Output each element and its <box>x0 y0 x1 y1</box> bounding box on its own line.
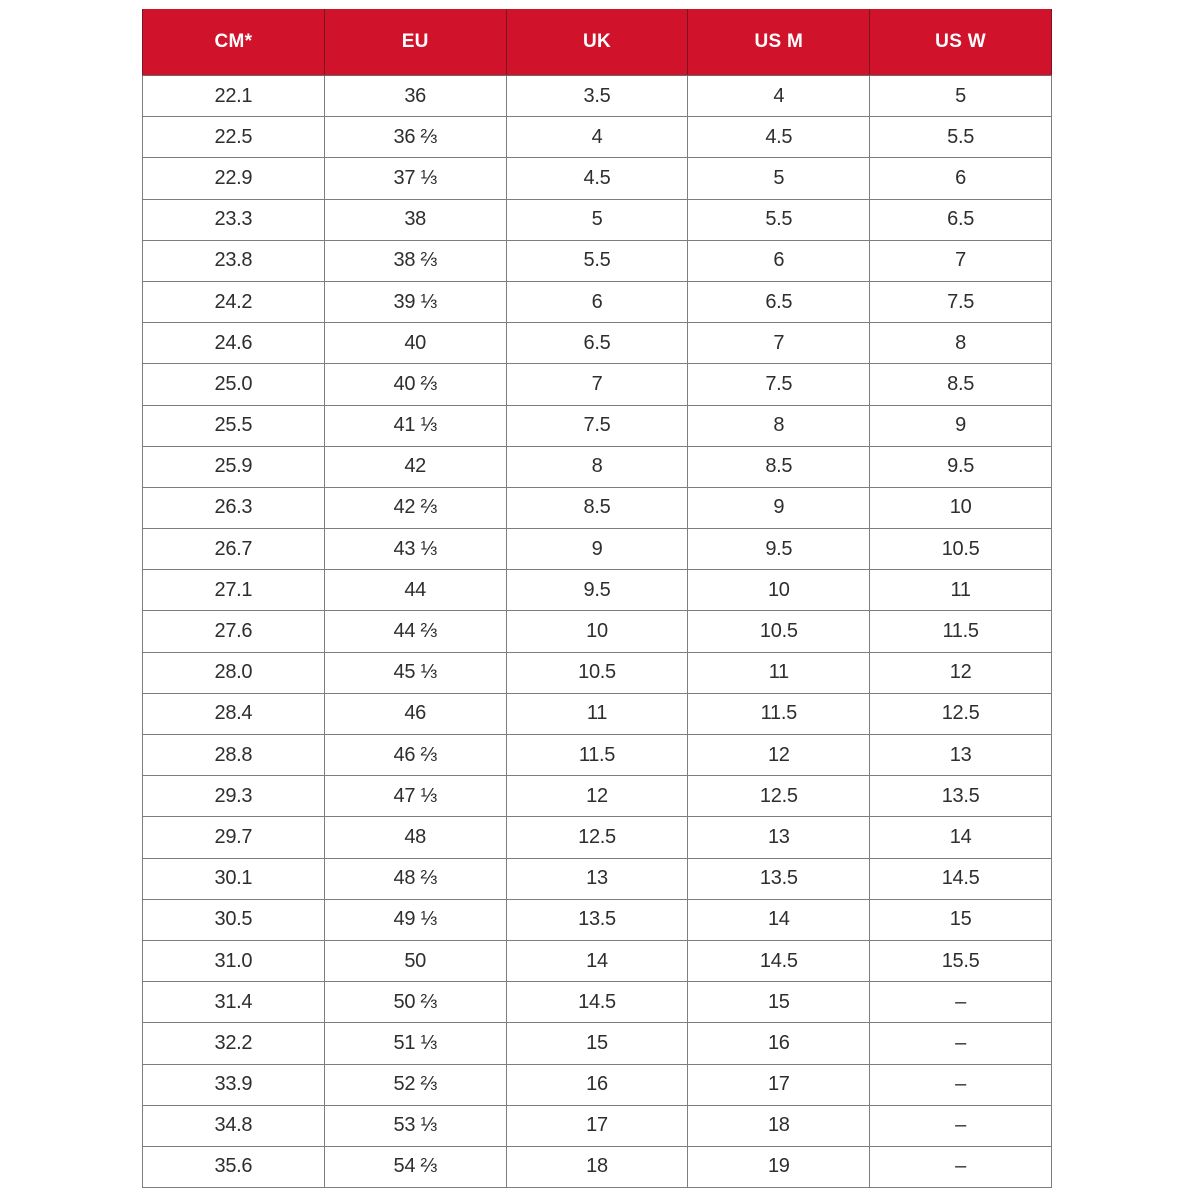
cell-cm: 31.4 <box>143 982 325 1023</box>
table-row <box>143 158 1052 199</box>
table-row <box>143 323 1052 364</box>
cell-cm: 34.8 <box>143 1105 325 1146</box>
cell-cm: 26.3 <box>143 487 325 528</box>
cell-us-w: 6 <box>870 158 1052 199</box>
cell-uk: 13 <box>506 858 688 899</box>
cell-eu: 50 ⅔ <box>324 982 506 1023</box>
table-row <box>143 76 1052 117</box>
table-row <box>143 529 1052 570</box>
cell-uk: 11 <box>506 693 688 734</box>
table-row <box>143 446 1052 487</box>
cell-uk: 9 <box>506 529 688 570</box>
col-header-us-w: US W <box>870 9 1052 76</box>
cell-us-w: 10.5 <box>870 529 1052 570</box>
cell-us-m: 7.5 <box>688 364 870 405</box>
cell-uk: 5 <box>506 199 688 240</box>
cell-eu: 44 ⅔ <box>324 611 506 652</box>
table-row <box>143 817 1052 858</box>
table-row <box>143 693 1052 734</box>
cell-us-m: 8.5 <box>688 446 870 487</box>
cell-us-w: 9.5 <box>870 446 1052 487</box>
table-row <box>143 940 1052 981</box>
cell-us-m: 12 <box>688 735 870 776</box>
table-row <box>143 776 1052 817</box>
cell-eu: 54 ⅔ <box>324 1146 506 1187</box>
cell-uk: 4 <box>506 117 688 158</box>
cell-cm: 26.7 <box>143 529 325 570</box>
cell-uk: 5.5 <box>506 240 688 281</box>
cell-eu: 44 <box>324 570 506 611</box>
cell-eu: 38 ⅔ <box>324 240 506 281</box>
cell-eu: 46 <box>324 693 506 734</box>
cell-us-m: 11 <box>688 652 870 693</box>
cell-us-w: 11.5 <box>870 611 1052 652</box>
cell-us-m: 13 <box>688 817 870 858</box>
cell-uk: 7 <box>506 364 688 405</box>
table-row <box>143 611 1052 652</box>
table-row <box>143 117 1052 158</box>
cell-cm: 28.4 <box>143 693 325 734</box>
cell-eu: 49 ⅓ <box>324 899 506 940</box>
cell-eu: 46 ⅔ <box>324 735 506 776</box>
cell-uk: 10 <box>506 611 688 652</box>
cell-us-m: 9 <box>688 487 870 528</box>
cell-cm: 28.0 <box>143 652 325 693</box>
cell-uk: 8.5 <box>506 487 688 528</box>
table-body <box>143 76 1052 1188</box>
cell-cm: 24.2 <box>143 281 325 322</box>
cell-eu: 50 <box>324 940 506 981</box>
cell-us-w: – <box>870 1023 1052 1064</box>
cell-uk: 18 <box>506 1146 688 1187</box>
cell-us-m: 14 <box>688 899 870 940</box>
cell-us-w: 14 <box>870 817 1052 858</box>
table-row <box>143 405 1052 446</box>
cell-uk: 7.5 <box>506 405 688 446</box>
cell-us-w: 7 <box>870 240 1052 281</box>
cell-us-m: 12.5 <box>688 776 870 817</box>
cell-us-w: 10 <box>870 487 1052 528</box>
col-header-us-m: US M <box>688 9 870 76</box>
col-header-uk: UK <box>506 9 688 76</box>
table-row <box>143 858 1052 899</box>
cell-us-w: 13 <box>870 735 1052 776</box>
cell-cm: 29.7 <box>143 817 325 858</box>
cell-eu: 36 <box>324 76 506 117</box>
cell-eu: 36 ⅔ <box>324 117 506 158</box>
cell-cm: 28.8 <box>143 735 325 776</box>
cell-us-w: – <box>870 1105 1052 1146</box>
col-header-cm: CM* <box>143 9 325 76</box>
table-row <box>143 1105 1052 1146</box>
cell-uk: 4.5 <box>506 158 688 199</box>
cell-cm: 25.9 <box>143 446 325 487</box>
cell-us-m: 5 <box>688 158 870 199</box>
cell-uk: 6 <box>506 281 688 322</box>
header-row <box>143 9 1052 76</box>
cell-uk: 12.5 <box>506 817 688 858</box>
cell-cm: 32.2 <box>143 1023 325 1064</box>
cell-uk: 8 <box>506 446 688 487</box>
cell-us-m: 6.5 <box>688 281 870 322</box>
table-row <box>143 735 1052 776</box>
cell-us-m: 18 <box>688 1105 870 1146</box>
cell-uk: 10.5 <box>506 652 688 693</box>
col-header-eu: EU <box>324 9 506 76</box>
cell-us-w: – <box>870 1146 1052 1187</box>
cell-us-w: 5 <box>870 76 1052 117</box>
cell-cm: 25.5 <box>143 405 325 446</box>
cell-eu: 48 ⅔ <box>324 858 506 899</box>
cell-us-m: 10.5 <box>688 611 870 652</box>
cell-eu: 40 <box>324 323 506 364</box>
table-row <box>143 570 1052 611</box>
cell-us-m: 4 <box>688 76 870 117</box>
cell-eu: 39 ⅓ <box>324 281 506 322</box>
table-row <box>143 1064 1052 1105</box>
cell-cm: 24.6 <box>143 323 325 364</box>
cell-uk: 12 <box>506 776 688 817</box>
cell-uk: 16 <box>506 1064 688 1105</box>
cell-us-w: 13.5 <box>870 776 1052 817</box>
size-conversion-table <box>142 9 1052 1188</box>
table-row <box>143 281 1052 322</box>
cell-uk: 13.5 <box>506 899 688 940</box>
cell-us-m: 4.5 <box>688 117 870 158</box>
cell-us-m: 7 <box>688 323 870 364</box>
cell-cm: 33.9 <box>143 1064 325 1105</box>
cell-us-m: 17 <box>688 1064 870 1105</box>
cell-uk: 3.5 <box>506 76 688 117</box>
cell-us-m: 8 <box>688 405 870 446</box>
cell-us-w: – <box>870 1064 1052 1105</box>
cell-eu: 47 ⅓ <box>324 776 506 817</box>
table-row <box>143 652 1052 693</box>
cell-eu: 45 ⅓ <box>324 652 506 693</box>
cell-us-w: 5.5 <box>870 117 1052 158</box>
cell-eu: 41 ⅓ <box>324 405 506 446</box>
cell-us-w: 14.5 <box>870 858 1052 899</box>
cell-cm: 30.5 <box>143 899 325 940</box>
cell-eu: 53 ⅓ <box>324 1105 506 1146</box>
table-row <box>143 199 1052 240</box>
cell-us-w: 9 <box>870 405 1052 446</box>
cell-uk: 6.5 <box>506 323 688 364</box>
cell-cm: 23.8 <box>143 240 325 281</box>
cell-cm: 25.0 <box>143 364 325 405</box>
cell-us-w: 6.5 <box>870 199 1052 240</box>
cell-us-w: 8 <box>870 323 1052 364</box>
cell-cm: 27.1 <box>143 570 325 611</box>
cell-us-w: 8.5 <box>870 364 1052 405</box>
cell-us-w: 12.5 <box>870 693 1052 734</box>
cell-us-m: 14.5 <box>688 940 870 981</box>
cell-uk: 15 <box>506 1023 688 1064</box>
cell-cm: 23.3 <box>143 199 325 240</box>
cell-us-w: 15.5 <box>870 940 1052 981</box>
cell-uk: 14.5 <box>506 982 688 1023</box>
cell-uk: 14 <box>506 940 688 981</box>
cell-eu: 38 <box>324 199 506 240</box>
cell-us-w: 12 <box>870 652 1052 693</box>
table-row <box>143 240 1052 281</box>
cell-cm: 29.3 <box>143 776 325 817</box>
cell-us-w: 7.5 <box>870 281 1052 322</box>
cell-eu: 40 ⅔ <box>324 364 506 405</box>
cell-us-m: 6 <box>688 240 870 281</box>
cell-us-m: 10 <box>688 570 870 611</box>
table-row <box>143 364 1052 405</box>
table-row <box>143 487 1052 528</box>
cell-us-m: 16 <box>688 1023 870 1064</box>
cell-us-m: 9.5 <box>688 529 870 570</box>
cell-cm: 22.9 <box>143 158 325 199</box>
cell-cm: 35.6 <box>143 1146 325 1187</box>
cell-uk: 17 <box>506 1105 688 1146</box>
cell-us-m: 19 <box>688 1146 870 1187</box>
cell-us-m: 15 <box>688 982 870 1023</box>
cell-cm: 22.1 <box>143 76 325 117</box>
cell-us-m: 11.5 <box>688 693 870 734</box>
cell-eu: 37 ⅓ <box>324 158 506 199</box>
cell-us-w: – <box>870 982 1052 1023</box>
cell-us-w: 11 <box>870 570 1052 611</box>
cell-uk: 9.5 <box>506 570 688 611</box>
cell-us-m: 13.5 <box>688 858 870 899</box>
table-row <box>143 1023 1052 1064</box>
cell-eu: 42 ⅔ <box>324 487 506 528</box>
table-row <box>143 1146 1052 1187</box>
cell-us-m: 5.5 <box>688 199 870 240</box>
cell-eu: 43 ⅓ <box>324 529 506 570</box>
cell-eu: 51 ⅓ <box>324 1023 506 1064</box>
table-row <box>143 899 1052 940</box>
cell-cm: 27.6 <box>143 611 325 652</box>
cell-cm: 22.5 <box>143 117 325 158</box>
cell-eu: 42 <box>324 446 506 487</box>
cell-eu: 52 ⅔ <box>324 1064 506 1105</box>
cell-cm: 30.1 <box>143 858 325 899</box>
cell-eu: 48 <box>324 817 506 858</box>
cell-cm: 31.0 <box>143 940 325 981</box>
cell-us-w: 15 <box>870 899 1052 940</box>
table-row <box>143 982 1052 1023</box>
cell-uk: 11.5 <box>506 735 688 776</box>
